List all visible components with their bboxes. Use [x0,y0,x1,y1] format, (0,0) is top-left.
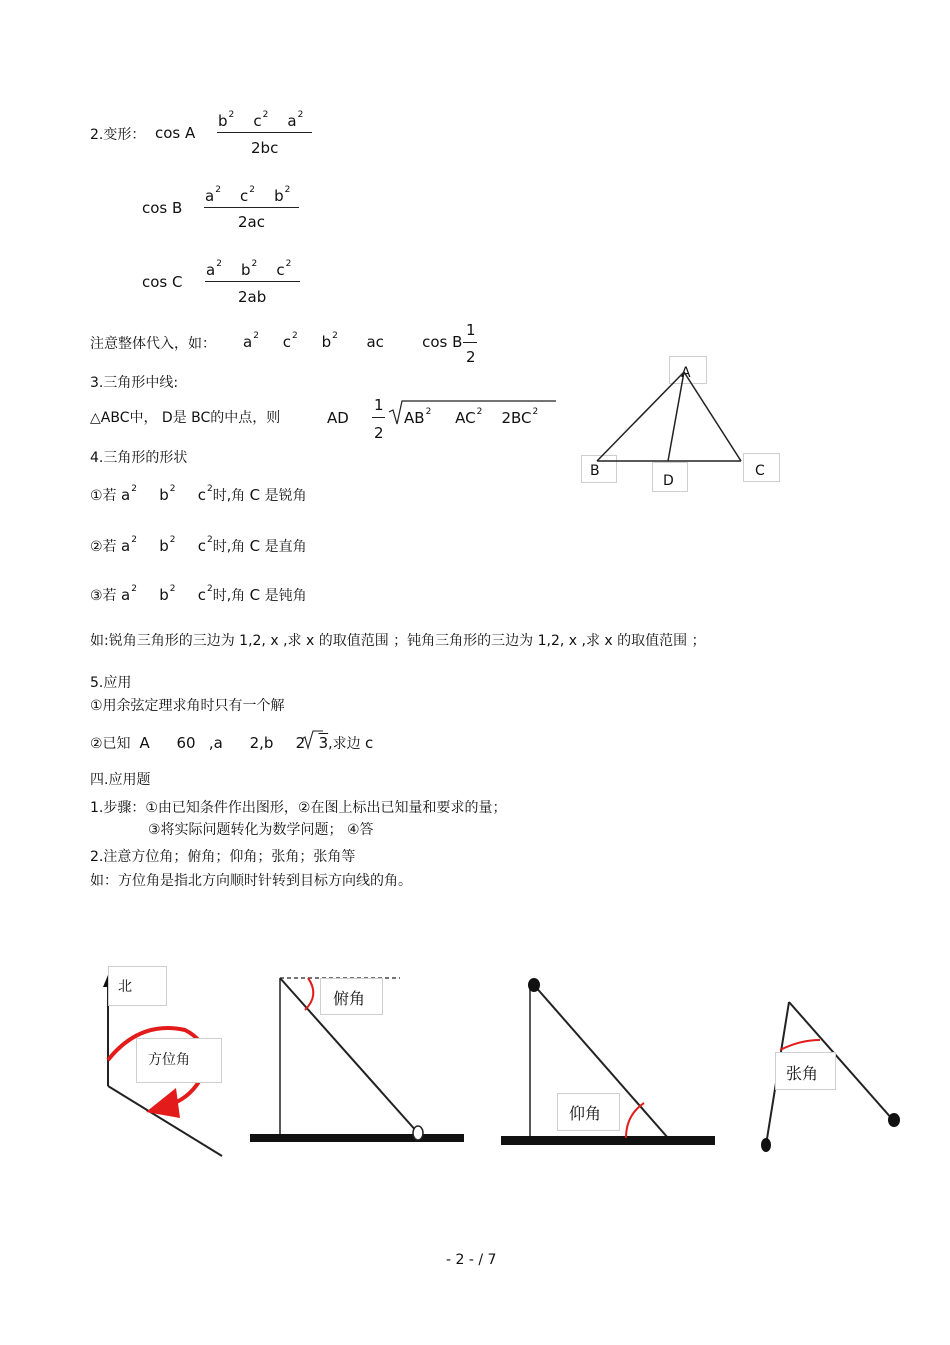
substitution-note: 注意整体代入，如： [90,336,216,352]
vertex-a-label: A [681,365,691,381]
cosB-text: cos B [142,199,183,217]
steps-line-1: 1.步骤：①由已知条件作出图形，②在图上标出已知量和要求的量； [90,800,507,816]
half-numerator: 1 [466,321,476,339]
median-radicand: $AB^2$ $AC^2$ $2BC^2$ [404,407,539,427]
application-line-2: ②已知 A 60 ,a 2,b 2 3,求边 c [90,734,374,752]
application-line-1: ①用余弦定理求角时只有一个解 [90,698,285,714]
section-5-title: 5.应用 [90,675,132,691]
section-2-label: 2.变形： [90,127,146,143]
cosB-denominator: 2ac [238,213,265,231]
section-3-title: 3.三角形中线: [90,375,179,391]
cosA-numerator: $b^2$ $c^2$ $a^2$ [218,110,304,130]
angles-note: 2.注意方位角；俯角；仰角；张角；张角等 [90,849,356,865]
vertex-c-label: C [755,463,765,479]
range-example: 如:锐角三角形的三边为 1,2, x ,求 x 的取值范围 ；钝角三角形的三边为 1,2, x ,求 x 的取值范围 ； [90,633,706,649]
north-label: 北 [118,979,132,995]
shape-condition-right: ②若 $a^2$ $b^2$ $c^2$时,角 C 是直角 [90,535,307,555]
cosC-text: cos C [142,273,183,291]
cosA-denominator: 2bc [251,139,279,157]
bearing-definition: 如：方位角是指北方向顺时针转到目标方向线的角。 [90,873,412,889]
vertex-d-label: D [663,473,674,489]
subtended-label: 张角 [786,1064,819,1083]
ad-text: AD [327,409,349,427]
median-triangle [597,372,741,461]
median-text: △ABC中， D是 BC的中点，则 [90,410,281,426]
steps-line-2: ③将实际问题转化为数学问题； ④答 [148,822,374,838]
median-half-denominator: 2 [374,424,384,442]
section-applied-title: 四.应用题 [90,772,151,788]
cosB-numerator: $a^2$ $c^2$ $b^2$ [205,185,291,205]
section-4-title: 4.三角形的形状 [90,450,188,466]
median-half-numerator: 1 [374,396,384,414]
cosC-denominator: 2ab [238,288,267,306]
bearing-label: 方位角 [148,1052,190,1068]
north-label-box [108,966,167,1006]
shape-condition-obtuse: ③若 $a^2$ $b^2$ $c^2$时,角 C 是钝角 [90,584,307,604]
cosA-text: cos A [155,124,196,142]
shape-condition-acute: ①若 $a^2$ $b^2$ $c^2$时,角 C 是锐角 [90,484,307,504]
substitution-formula: $a^2$ $c^2$ $b^2$ ac cos B [243,331,463,351]
depression-label: 俯角 [333,989,366,1008]
elevation-label: 仰角 [569,1104,602,1123]
cosC-numerator: $a^2$ $b^2$ $c^2$ [206,259,292,279]
half-denominator: 2 [466,348,476,366]
page-number: - 2 - / 7 [446,1252,497,1268]
vertex-b-label: B [590,463,600,479]
